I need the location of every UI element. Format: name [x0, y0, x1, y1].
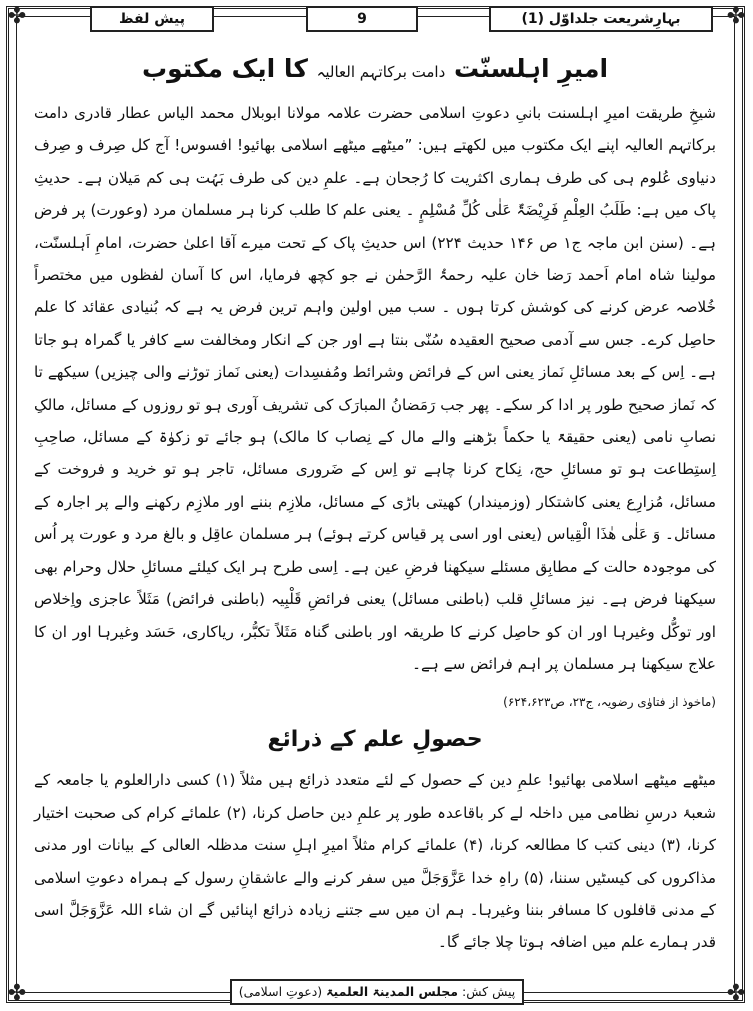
letter-title-honorific: دامت برکاتہم العالیہ	[316, 63, 446, 81]
letter-title-main: امیرِ اہلسنّت	[453, 54, 609, 83]
corner-ornament-icon: ✤	[7, 4, 27, 29]
page-header	[16, 4, 735, 30]
section-title: پیش لفظ	[90, 6, 214, 32]
book-title: بہارِشریعت جلداوّل (1)	[489, 6, 713, 32]
letter-title	[34, 52, 716, 89]
letter-title-end: کا ایک مکتوب	[141, 54, 308, 83]
letter-body: شیخِ طریقت امیرِ اہلسنت بانیِ دعوتِ اسلامی حضرت علامہ مولانا ابوبلال محمد الیاس عطار قادری دامت برکاتہم العالیہ اپنے ایک مکتوب میں لکھتے ہیں: ”میٹھے میٹھے اسلامی بھائیو! افسوس! آج کل صِرف و صِرف دنیاوی عُلوم ہی کی طرف ہماری اکثریت کا رُجحان ہے۔ علمِ دین کی طرف بَہُت ہی کم مَیلان ہے۔ حدیثِ پاک میں ہے: طَلَبُ العِلْمِ فَرِیْضَۃٌ عَلٰی کُلِّ مُسْلِمٍ ۔ یعنی علم کا طلب کرنا ہر مسلمان مرد (وعورت) پر فرض ہے۔ (سنن ابن ماجہ ج۱ ص ۱۴۶ حدیث ۲۲۴) اس حدیثِ پاک کے تحت میرے آقا اعلیٰ حضرت، امامِ اَہلسنّت، مولینا شاہ امام اَحمد رَضا خان علیہ رحمۃُ الرَّحمٰن نے جو کچھ فرمایا، اس کا آسان لفظوں میں مختصراً خُلاصہ عرض کرنے کی کوشش کرتا ہوں ۔ سب میں اولین واہم ترین فرض یہ ہے کہ بُنیادی عقائد کا علم حاصِل کرے۔ جس سے آدمی صحیح العقیدہ سُنّی بنتا ہے اور جن کے انکار ومخالفت سے کافر یا گمراہ ہو جاتا ہے۔ اِس کے بعد مسائلِ نَماز یعنی اس کے فرائض وشرائط ومُفسِدات (یعنی نَماز توڑنے والی چیزیں) سیکھے تا کہ نَماز صحیح طور پر ادا کر سکے۔ پھر جب رَمَضانُ المبارَک کی تشریف آوری ہو تو روزوں کے مسائل، مالکِ نصابِ نامی (یعنی حقیقۃً یا حکماً بڑھنے والے مال کے نِصاب کا مالک) ہو جائے تو زکوٰۃ کے مسائل، صاحِبِ اِستِطاعت ہو تو مسائلِ حج، نِکاح کرنا چاہے تو اِس کے ضَروری مسائل، تاجر ہو تو خرید و فروخت کے مسائل، مُزارِع یعنی کاشتکار (وزمیندار) کھیتی باڑی کے مسائل، ملازِم بننے اور ملازِم رکھنے والے پر اجارہ کے مسائل۔ وَ عَلٰی ھٰذَا الْقِیاس (یعنی اور اسی پر قیاس کرتے ہوئے) ہر مسلمان عاقِل و بالغ مرد و عورت پر اُس کی موجودہ حالت کے مطابِق مسئلے سیکھنا فرضِ عین ہے۔ اِسی طرح ہر ایک کیلئے مسائلِ حلال وحرام بھی سیکھنا فرض ہے۔ نیز مسائلِ قلب (باطنی مسائل) یعنی فرائضِ قَلْبِیہ (باطنی فرائض) مَثَلاً عاجزی واِخلاص اور توکُّل وغیرہا اور ان کو حاصِل کرنے کا طریقہ اور باطنی گناہ مَثَلاً تکبُّر، ریاکاری، حَسَد وغیرہا اور ان کا علاج سیکھنا ہر مسلمان پر اہم فرائض سے ہے۔	[34, 104, 717, 673]
footer-label: پیش کش:	[462, 984, 516, 999]
letter-reference: (ماخوذ از فتاوٰی رضویہ، ج۲۳، ص۶۲۴،۶۲۳)	[503, 695, 716, 710]
corner-ornament-icon: ✤	[726, 981, 746, 1006]
section-body: میٹھے میٹھے اسلامی بھائیو! علمِ دین کے حصول کے لئے متعدد ذرائع ہیں مثلاً (۱) کسی دارالعلوم یا جامعہ کے شعبۂ درسِ نظامی میں داخلہ لے کر باقاعدہ طور پر علمِ دین حاصل کرنا، (۲) علمائے کرام کی صحبت اختیار کرنا، (۳) دینی کتب کا مطالعہ کرنا، (۴) علمائے کرام مثلاً امیرِ اہلِ سنت مدظلہ العالی کے بیانات اور مدنی مذاکروں کی کیسٹیں سننا، (۵) راہِ خدا عَزَّوَجَلَّ میں سفر کرنے والے عاشقانِ رسول کے ہمراہ دعوتِ اسلامی کے مدنی قافلوں کا مسافر بننا وغیرہا۔ ہم ان میں سے جتنے زیادہ ذرائع اپنائیں گے ان شاء اللہ عَزَّوَجَلَّ اسی قدر ہمارے علم میں اضافہ ہوتا چلا جائے گا۔	[34, 771, 716, 952]
page-content	[34, 52, 716, 959]
corner-ornament-icon: ✤	[7, 981, 27, 1006]
corner-ornament-icon: ✤	[726, 4, 746, 29]
footer-org: مجلس المدینۃ العلمیۃ	[326, 984, 459, 999]
page-footer	[230, 979, 524, 1005]
section-heading: حصولِ علم کے ذرائع	[267, 727, 483, 753]
page-number: 9	[306, 6, 418, 32]
footer-org-sub: (دعوتِ اسلامی)	[238, 984, 323, 999]
